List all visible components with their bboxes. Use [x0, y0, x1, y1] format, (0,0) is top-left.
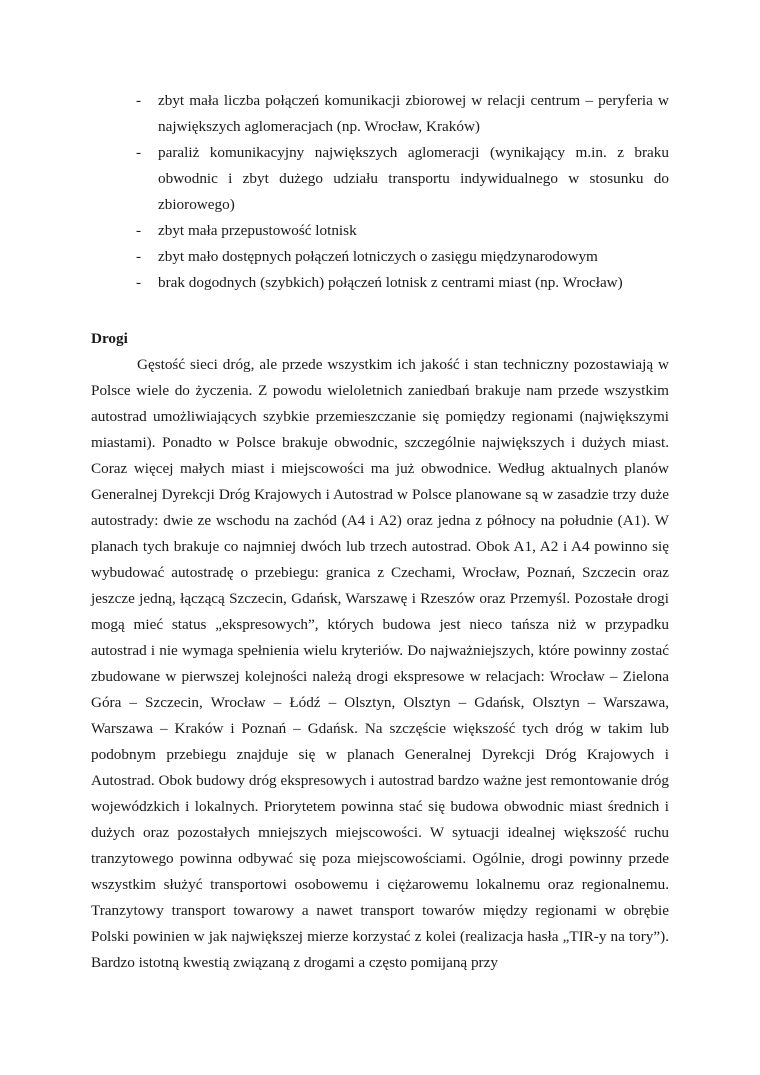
bullet-text: zbyt mała liczba połączeń komunikacji zbiorowej w relacji centrum – peryferia w największych aglomeracjach (np. Wrocław, Kraków): [158, 92, 669, 135]
bullet-dash: -: [136, 92, 142, 109]
bullet-text: brak dogodnych (szybkich) połączeń lotnisk z centrami miast (np. Wrocław): [158, 274, 623, 291]
bullet-text: paraliż komunikacyjny największych aglomeracji (wynikający m.in. z braku obwodnic i zbyt dużego udziału transportu indywidualnego w stosunku do zbiorowego): [158, 144, 669, 213]
list-item: [0, 270, 760, 296]
bullet-dash: -: [136, 274, 142, 291]
list-item: [0, 140, 760, 218]
list-item: [0, 218, 760, 244]
body-paragraph: Gęstość sieci dróg, ale przede wszystkim ich jakość i stan techniczny pozostawiają w Polsce wiele do życzenia. Z powodu wieloletnich zaniedbań brakuje nam przede wszystkim autostrad umożliwiających szybkie przemieszczanie się pomiędzy regionami (największymi miastami). Ponadto w Polsce brakuje obwodnic, szczególnie największych i dużych miast. Coraz więcej małych miast i miejscowości ma już obwodnice. Według aktualnych planów Generalnej Dyrekcji Dróg Krajowych i Autostrad w Polsce planowane są w zasadzie trzy duże autostrady: dwie ze wschodu na zachód (A4 i A2) oraz jedna z północy na południe (A1). W planach tych brakuje co najmniej dwóch lub trzech autostrad. Obok A1, A2 i A4 powinno się wybudować autostradę o przebiegu: granica z Czechami, Wrocław, Poznań, Szczecin oraz jeszcze jedną, łączącą Szczecin, Gdańsk, Warszawę i Rzeszów oraz Przemyśl. Pozostałe drogi mogą mieć status „ekspresowych”, których budowa jest nieco tańsza niż w przypadku autostrad i nie wymaga spełnienia wielu kryteriów. Do najważniejszych, które powinny zostać zbudowane w pierwszej kolejności należą drogi ekspresowe w relacjach: Wrocław – Zielona Góra – Szczecin, Wrocław – Łódź – Olsztyn, Olsztyn – Gdańsk, Olsztyn – Warszawa, Warszawa – Kraków i Poznań – Gdańsk. Na szczęście większość tych dróg w takim lub podobnym przebiegu znajduje się w planach Generalnej Dyrekcji Dróg Krajowych i Autostrad. Obok budowy dróg ekspresowych i autostrad bardzo ważne jest remontowanie dróg wojewódzkich i lokalnych. Priorytetem powinna stać się budowa obwodnic miast średnich i dużych oraz pozostałych mniejszych miejscowości. W sytuacji idealnej większość ruchu tranzytowego powinna odbywać się poza miejscowościami. Ogólnie, drogi powinny przede wszystkim służyć transportowi osobowemu i ciężarowemu lokalnemu oraz regionalnemu. Tranzytowy transport towarowy a nawet transport towarów między regionami w obrębie Polski powinien w jak największej mierze korzystać z kolei (realizacja hasła „TIR-y na tory”). Bardzo istotną kwestią związaną z drogami a często pomijaną przy: [91, 356, 669, 971]
list-item: [0, 244, 760, 270]
bullet-dash: -: [136, 248, 142, 265]
section-heading: Drogi: [91, 330, 128, 347]
bullet-list: [0, 88, 760, 296]
bullet-text: zbyt mała przepustowość lotnisk: [158, 222, 357, 239]
list-item: [0, 88, 760, 140]
bullet-text: zbyt mało dostępnych połączeń lotniczych o zasięgu międzynarodowym: [158, 248, 598, 265]
bullet-dash: -: [136, 222, 142, 239]
bullet-dash: -: [136, 144, 142, 161]
